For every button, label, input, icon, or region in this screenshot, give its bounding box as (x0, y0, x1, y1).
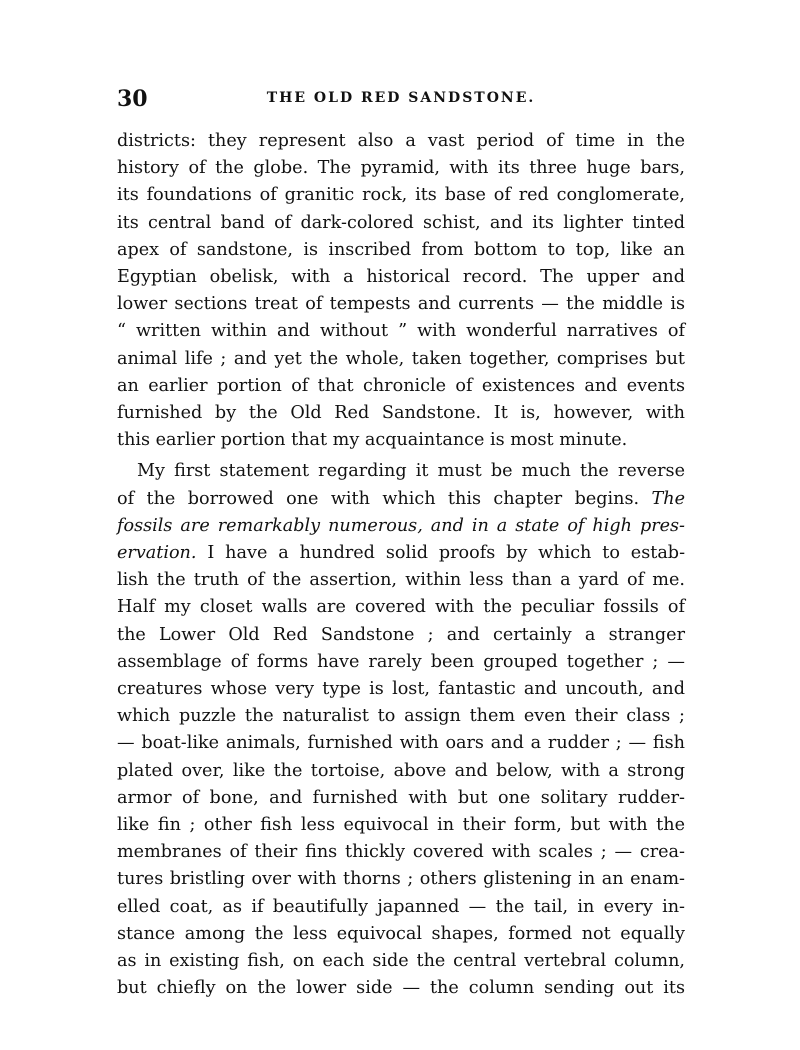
text-line: its foundations of granitic rock, its base of red conglomerate, (117, 185, 685, 206)
text-line: creatures whose very type is lost, fantastic and uncouth, and (117, 679, 685, 700)
text-line: plated over, like the tortoise, above and below, with a strong (117, 760, 685, 781)
running-head: THE OLD RED SANDSTONE. (266, 90, 536, 106)
text-line: Half my closet walls are covered with the peculiar fossils of (117, 597, 685, 618)
text-line: which puzzle the naturalist to assign them even their class ; (117, 706, 685, 727)
text-line: but chiefly on the lower side — the column sending out its (117, 978, 685, 999)
text-line: apex of sandstone, is inscribed from bottom to top, like an (117, 239, 685, 260)
italic-phrase: The (651, 488, 686, 509)
text-line: furnished by the Old Red Sandstone. It is, however, with (117, 403, 685, 424)
text-line: armor of bone, and furnished with but one solitary rudder- (117, 787, 685, 808)
text-line: animal life ; and yet the whole, taken together, comprises but (117, 348, 685, 369)
book-page (117, 80, 685, 1003)
text-line: the Lower Old Red Sandstone ; and certainly a stranger (117, 624, 685, 645)
page-header (117, 80, 685, 120)
text-line: as in existing fish, on each side the central vertebral column, (117, 951, 685, 972)
text-line-mixed (117, 540, 685, 567)
text-line: like fin ; other fish less equivocal in their form, but with the (117, 815, 685, 836)
text-line: — boat-like animals, furnished with oars and a rudder ; — fish (117, 733, 685, 754)
text-line: its central band of dark-colored schist, and its lighter tinted (117, 212, 685, 233)
text-line: history of the globe. The pyramid, with its three huge bars, (117, 158, 685, 179)
text-line: “ written within and without ” with wonderful narratives of (117, 321, 685, 342)
italic-phrase: fossils are remarkably numerous, and in a state of high pres- (117, 515, 685, 536)
text-line: assemblage of forms have rarely been grouped together ; — (117, 651, 685, 672)
text-line: My first statement regarding it must be much the reverse (137, 461, 685, 482)
text-line: Egyptian obelisk, with a historical record. The upper and (117, 267, 685, 288)
text-segment: I have a hundred solid proofs by which to estab- (207, 543, 686, 564)
paragraph-2 (117, 458, 685, 1002)
text-line: an earlier portion of that chronicle of existences and events (117, 375, 685, 396)
text-line-italic (117, 513, 685, 540)
text-line: elled coat, as if beautifully japanned — the tail, in every in- (117, 896, 685, 917)
text-segment: of the borrowed one with which this chapter begins. (117, 488, 640, 509)
text-line-mixed (117, 486, 685, 513)
paragraph-1 (117, 128, 685, 454)
text-line: tures bristling over with thorns ; others glistening in an enam- (117, 869, 685, 890)
text-line: stance among the less equivocal shapes, formed not equally (117, 923, 685, 944)
text-line: this earlier portion that my acquaintance is most minute. (117, 430, 628, 451)
page-number: 30 (117, 86, 148, 112)
text-line: lower sections treat of tempests and currents — the middle is (117, 294, 685, 315)
text-line: membranes of their fins thickly covered with scales ; — crea- (117, 842, 685, 863)
italic-phrase: ervation. (117, 543, 197, 564)
text-line: districts: they represent also a vast period of time in the (117, 131, 685, 151)
text-line: lish the truth of the assertion, within less than a yard of me. (117, 570, 685, 591)
